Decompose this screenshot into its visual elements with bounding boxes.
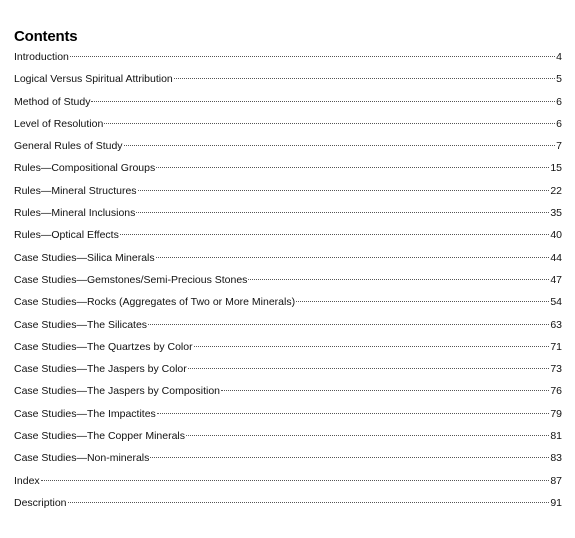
toc-entry-title[interactable]: Description — [14, 496, 67, 509]
toc-entry[interactable] — [14, 161, 562, 183]
dot-leader — [148, 324, 549, 325]
toc-list — [14, 50, 562, 518]
dot-leader — [174, 78, 555, 79]
toc-entry-title[interactable]: Case Studies—The Jaspers by Composition — [14, 385, 221, 398]
dot-leader — [186, 435, 549, 436]
toc-entry-title[interactable]: Level of Resolution — [14, 117, 104, 130]
toc-entry[interactable] — [14, 228, 562, 250]
dot-leader — [91, 101, 555, 102]
toc-entry-page-number[interactable]: 91 — [550, 496, 562, 509]
dot-leader — [138, 190, 550, 191]
dot-leader — [248, 279, 549, 280]
toc-entry-title[interactable]: Introduction — [14, 51, 69, 63]
toc-entry-title[interactable]: Case Studies—The Quartzes by Color — [14, 340, 193, 353]
toc-entry[interactable] — [14, 496, 562, 518]
toc-entry-title[interactable]: Case Studies—The Silicates — [14, 318, 148, 331]
dot-leader — [296, 301, 549, 302]
dot-leader — [194, 346, 550, 347]
toc-entry-page-number[interactable]: 76 — [550, 385, 562, 398]
toc-entry-page-number[interactable]: 81 — [550, 430, 562, 443]
toc-entry-page-number[interactable]: 7 — [556, 140, 562, 153]
dot-leader — [120, 234, 549, 235]
toc-entry-page-number[interactable]: 79 — [550, 407, 562, 420]
toc-entry[interactable] — [14, 50, 562, 72]
toc-entry-page-number[interactable]: 22 — [550, 184, 562, 197]
toc-entry[interactable] — [14, 318, 562, 340]
toc-entry-title[interactable]: Rules—Optical Effects — [14, 229, 119, 242]
toc-entry-title[interactable]: General Rules of Study — [14, 140, 123, 153]
dot-leader — [104, 123, 555, 124]
toc-entry-title[interactable]: Case Studies—Silica Minerals — [14, 251, 155, 264]
toc-entry-title[interactable]: Method of Study — [14, 95, 91, 108]
toc-entry-page-number[interactable]: 4 — [556, 51, 562, 63]
dot-leader — [150, 457, 549, 458]
dot-leader — [156, 257, 550, 258]
toc-entry[interactable] — [14, 251, 562, 273]
dot-leader — [157, 413, 550, 414]
toc-entry-page-number[interactable]: 47 — [550, 273, 562, 286]
dot-leader — [221, 390, 549, 391]
contents-heading: Contents — [14, 28, 78, 45]
toc-entry-page-number[interactable]: 71 — [550, 340, 562, 353]
toc-entry-page-number[interactable]: 87 — [550, 474, 562, 487]
toc-entry[interactable] — [14, 206, 562, 228]
toc-entry-title[interactable]: Case Studies—The Copper Minerals — [14, 430, 185, 443]
toc-entry[interactable] — [14, 139, 562, 161]
toc-entry[interactable] — [14, 407, 562, 429]
toc-entry-page-number[interactable]: 6 — [556, 117, 562, 130]
toc-entry-title[interactable]: Logical Versus Spiritual Attribution — [14, 73, 173, 86]
toc-entry-page-number[interactable]: 44 — [550, 251, 562, 264]
toc-entry-title[interactable]: Rules—Mineral Structures — [14, 184, 137, 197]
dot-leader — [70, 56, 555, 57]
table-of-contents — [14, 28, 562, 518]
dot-leader — [188, 368, 550, 369]
dot-leader — [136, 212, 549, 213]
toc-entry-title[interactable]: Case Studies—The Jaspers by Color — [14, 363, 187, 376]
toc-entry-title[interactable]: Case Studies—Gemstones/Semi-Precious Stones — [14, 273, 248, 286]
toc-entry[interactable] — [14, 429, 562, 451]
toc-entry[interactable] — [14, 72, 562, 94]
toc-entry[interactable] — [14, 184, 562, 206]
toc-entry-title[interactable]: Case Studies—Non-minerals — [14, 452, 150, 465]
dot-leader — [68, 502, 550, 503]
toc-entry[interactable] — [14, 273, 562, 295]
toc-entry-page-number[interactable]: 6 — [556, 95, 562, 108]
toc-entry-page-number[interactable]: 83 — [550, 452, 562, 465]
toc-entry-title[interactable]: Case Studies—The Impactites — [14, 407, 156, 420]
toc-entry[interactable] — [14, 384, 562, 406]
toc-entry[interactable] — [14, 451, 562, 473]
toc-entry-title[interactable]: Rules—Compositional Groups — [14, 162, 156, 175]
toc-entry-page-number[interactable]: 40 — [550, 229, 562, 242]
dot-leader — [124, 145, 556, 146]
toc-entry-title[interactable]: Case Studies—Rocks (Aggregates of Two or More Minerals) — [14, 296, 296, 309]
toc-entry[interactable] — [14, 474, 562, 496]
toc-entry-title[interactable]: Index — [14, 474, 40, 487]
dot-leader — [156, 167, 549, 168]
toc-entry-page-number[interactable]: 63 — [550, 318, 562, 331]
toc-entry-title[interactable]: Rules—Mineral Inclusions — [14, 207, 136, 220]
dot-leader — [41, 480, 550, 481]
toc-entry[interactable] — [14, 95, 562, 117]
toc-entry[interactable] — [14, 117, 562, 139]
toc-entry[interactable] — [14, 295, 562, 317]
toc-entry-page-number[interactable]: 5 — [556, 73, 562, 86]
toc-entry-page-number[interactable]: 15 — [550, 162, 562, 175]
toc-entry-page-number[interactable]: 73 — [550, 363, 562, 376]
toc-entry[interactable] — [14, 340, 562, 362]
toc-entry-page-number[interactable]: 54 — [550, 296, 562, 309]
toc-entry[interactable] — [14, 362, 562, 384]
toc-entry-page-number[interactable]: 35 — [550, 207, 562, 220]
